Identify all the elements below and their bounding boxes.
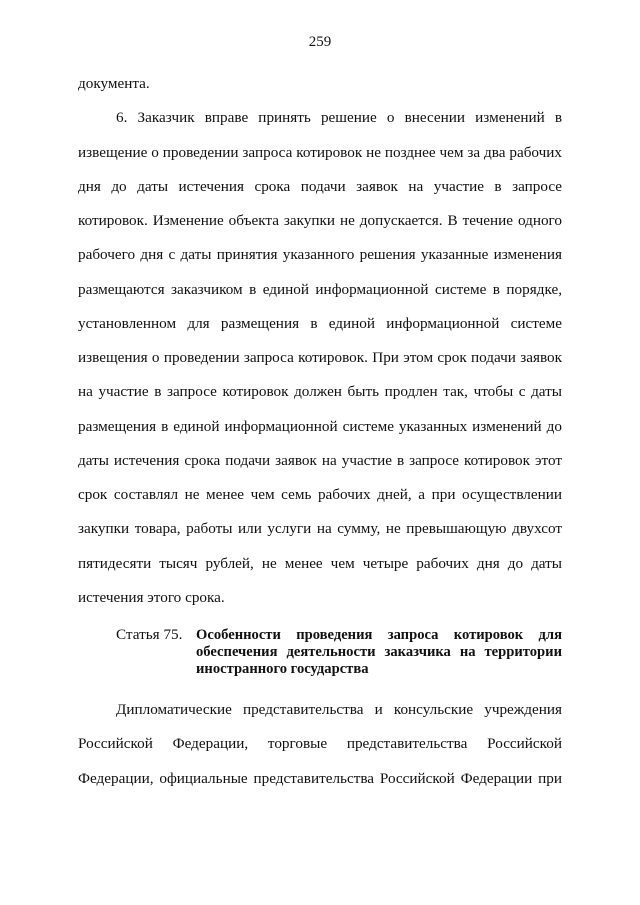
text-line: даты истечения срока подачи заявок на участие в запросе котировок этот [78,452,562,469]
text-line: на участие в запросе котировок должен быть продлен так, чтобы с даты [78,383,562,400]
article-title-line: иностранного государства [196,661,369,677]
text-line: котировок. Изменение объекта закупки не допускается. В течение одного [78,212,562,229]
text-line: размещаются заказчиком в единой информационной системе в порядке, [78,281,562,298]
text-line: рабочего дня с даты принятия указанного решения указанные изменения [78,246,562,263]
article-title-line: Особенности проведения запроса котировок для [196,627,562,643]
text-line: 6. Заказчик вправе принять решение о внесении изменений в [116,109,562,126]
text-line: закупки товара, работы или услуги на сумму, не превышающую двухсот [78,520,562,537]
text-line: извещения о проведении запроса котировок. При этом срок подачи заявок [78,349,562,366]
text-line: документа. [78,75,150,92]
text-line: пятидесяти тысяч рублей, не менее чем четыре рабочих дня до даты [78,555,562,572]
text-line: истечения этого срока. [78,589,225,606]
text-line: Дипломатические представительства и консульские учреждения [116,701,562,718]
text-line: размещения в единой информационной системе указанных изменений до [78,418,562,435]
article-label: Статья 75. [116,626,183,643]
article-title-line: обеспечения деятельности заказчика на территории [196,644,562,660]
page-number: 259 [308,34,332,50]
text-line: установленном для размещения в единой информационной системе [78,315,562,332]
text-line: дня до даты истечения срока подачи заявок на участие в запросе [78,178,562,195]
text-line: Федерации, официальные представительства Российской Федерации при [78,770,562,787]
text-line: извещение о проведении запроса котировок не позднее чем за два рабочих [78,144,562,161]
text-line: срок составлял не менее чем семь рабочих дней, а при осуществлении [78,486,562,503]
text-line: Российской Федерации, торговые представительства Российской [78,735,562,752]
